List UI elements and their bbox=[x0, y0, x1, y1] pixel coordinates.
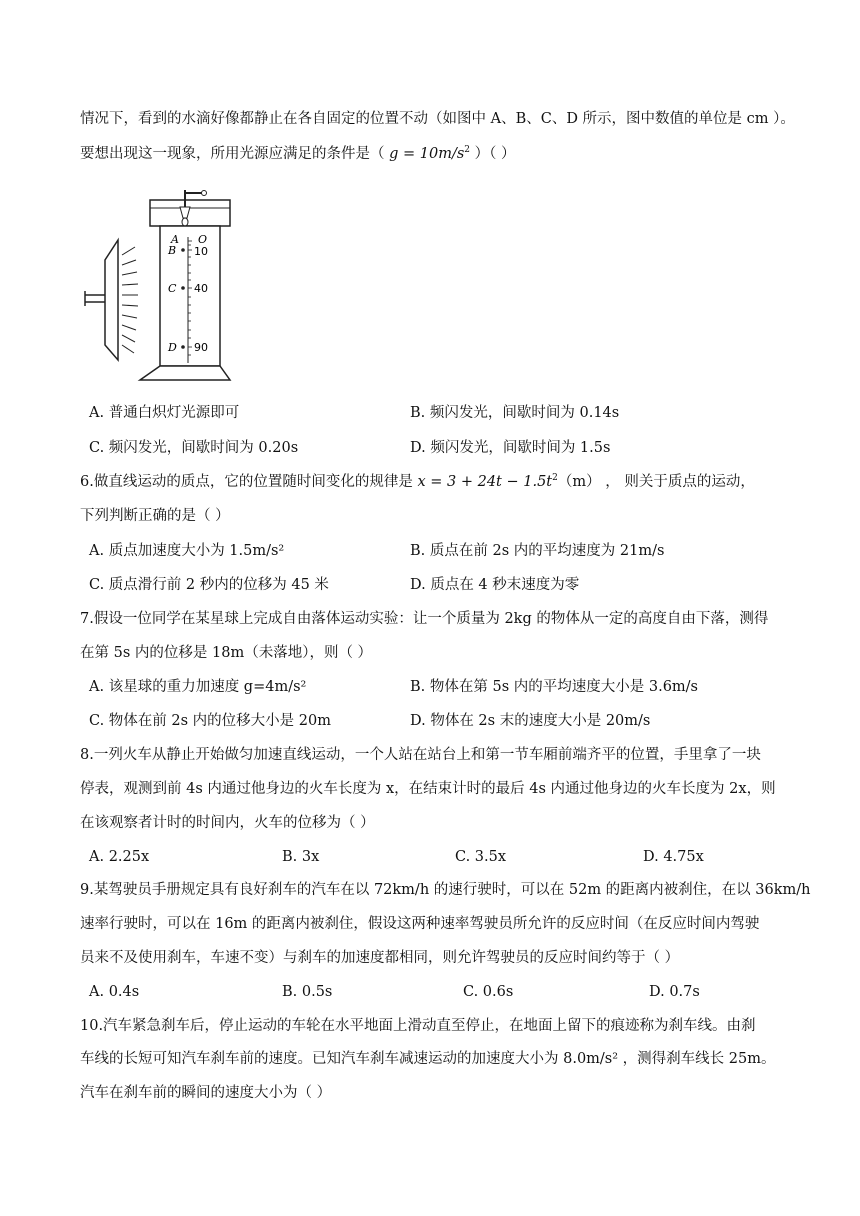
intro-line-2 bbox=[80, 143, 800, 165]
q6-position-formula: x = 3 + 24t − 1.5t bbox=[417, 474, 553, 490]
q6-stem-b: （m） ， 则关于质点的运动， bbox=[557, 474, 755, 490]
q10-stem-line-3: 汽车在刹车前的瞬间的速度大小为（ ） bbox=[80, 1085, 332, 1101]
q5-option-a: A. 普通白炽灯光源即可 bbox=[89, 405, 240, 421]
q7-stem-line-2: 在第 5s 内的位移是 18m（未落地），则（ ） bbox=[80, 645, 373, 661]
gravity-exponent: 2 bbox=[464, 145, 471, 156]
intro-line-2-text: 要想出现这一现象，所用光源应满足的条件是（ bbox=[80, 146, 390, 162]
label-o: O bbox=[198, 233, 208, 246]
q6-stem-line-2: 下列判断正确的是（ ） bbox=[80, 508, 230, 524]
tick-90: 90 bbox=[194, 341, 208, 354]
q8-option-a: A. 2.25x bbox=[89, 849, 150, 865]
q9-stem-line-1: 9.某驾驶员手册规定具有良好刹车的汽车在以 72km/h 的速行驶时，可以在 52m 的距离内被刹住，在以 36km/h bbox=[80, 882, 811, 898]
q7-stem-line-1: 7.假设一位同学在某星球上完成自由落体运动实验：让一个质量为 2kg 的物体从一定的高度自由下落，测得 bbox=[80, 611, 769, 627]
q6-stem-a: 6.做直线运动的质点，它的位置随时间变化的规律是 bbox=[80, 474, 418, 490]
q7-option-a: A. 该星球的重力加速度 g=4m/s² bbox=[89, 679, 307, 695]
intro-line-2-tail: ）（ ） bbox=[470, 146, 516, 162]
q8-stem-line-1: 8.一列火车从静止开始做匀加速直线运动，一个人站在站台上和第一节车厢前端齐平的位置，手里拿了一块 bbox=[80, 747, 761, 763]
q6-option-b: B. 质点在前 2s 内的平均速度为 21m/s bbox=[410, 543, 665, 559]
q5-option-b: B. 频闪发光，间歇时间为 0.14s bbox=[410, 405, 620, 421]
tick-10: 10 bbox=[194, 245, 208, 258]
q8-stem-line-2: 停表，观测到前 4s 内通过他身边的火车长度为 x，在结束计时的最后 4s 内通过他身边的火车长度为 2x，则 bbox=[80, 781, 776, 797]
q6-stem-line-1 bbox=[80, 471, 800, 493]
tick-40: 40 bbox=[194, 282, 208, 295]
q6-option-a: A. 质点加速度大小为 1.5m/s² bbox=[89, 543, 285, 559]
q10-stem-line-1: 10.汽车紧急刹车后，停止运动的车轮在水平地面上滑动直至停止，在地面上留下的痕迹称为刹车线。由刹 bbox=[80, 1018, 756, 1034]
q5-option-d: D. 频闪发光，间歇时间为 1.5s bbox=[410, 440, 611, 456]
q6-option-d: D. 质点在 4 秒末速度为零 bbox=[410, 577, 580, 593]
q8-option-d: D. 4.75x bbox=[643, 849, 704, 865]
gravity-formula: g = 10m/s bbox=[389, 146, 465, 162]
q9-option-d: D. 0.7s bbox=[649, 984, 700, 1000]
q10-stem-line-2: 车线的长短可知汽车刹车前的速度。已知汽车刹车减速运动的加速度大小为 8.0m/s² ，测得刹车线长 25m。 bbox=[80, 1051, 776, 1067]
apparatus-diagram bbox=[80, 185, 240, 385]
q8-stem-line-3: 在该观察者计时的时间内，火车的位移为（ ） bbox=[80, 815, 375, 831]
label-b: B bbox=[168, 244, 177, 257]
q9-stem-line-2: 速率行驶时，可以在 16m 的距离内被刹住，假设这两种速率驾驶员所允许的反应时间（在反应时间内驾驶 bbox=[80, 916, 760, 932]
water-drop-figure bbox=[80, 185, 240, 385]
q9-stem-line-3: 员来不及使用刹车，车速不变）与刹车的加速度都相同，则允许驾驶员的反应时间约等于（ ） bbox=[80, 950, 680, 966]
q8-option-c: C. 3.5x bbox=[455, 849, 507, 865]
q6-option-c: C. 质点滑行前 2 秒内的位移为 45 米 bbox=[89, 577, 329, 593]
q8-option-b: B. 3x bbox=[282, 849, 320, 865]
intro-line-1: 情况下，看到的水滴好像都静止在各自固定的位置不动（如图中 A、B、C、D 所示，图中数值的单位是 cm ）。 bbox=[80, 111, 795, 127]
q7-option-d: D. 物体在 2s 末的速度大小是 20m/s bbox=[410, 713, 651, 729]
q7-option-c: C. 物体在前 2s 内的位移大小是 20m bbox=[89, 713, 331, 729]
q6-formula-exponent: 2 bbox=[552, 473, 558, 484]
q5-option-c: C. 频闪发光，间歇时间为 0.20s bbox=[89, 440, 299, 456]
q9-option-a: A. 0.4s bbox=[89, 984, 140, 1000]
label-d: D bbox=[168, 341, 177, 354]
q7-option-b: B. 物体在第 5s 内的平均速度大小是 3.6m/s bbox=[410, 679, 699, 695]
q9-option-c: C. 0.6s bbox=[463, 984, 514, 1000]
label-a: A bbox=[171, 233, 179, 246]
q9-option-b: B. 0.5s bbox=[282, 984, 333, 1000]
label-c: C bbox=[168, 282, 177, 295]
